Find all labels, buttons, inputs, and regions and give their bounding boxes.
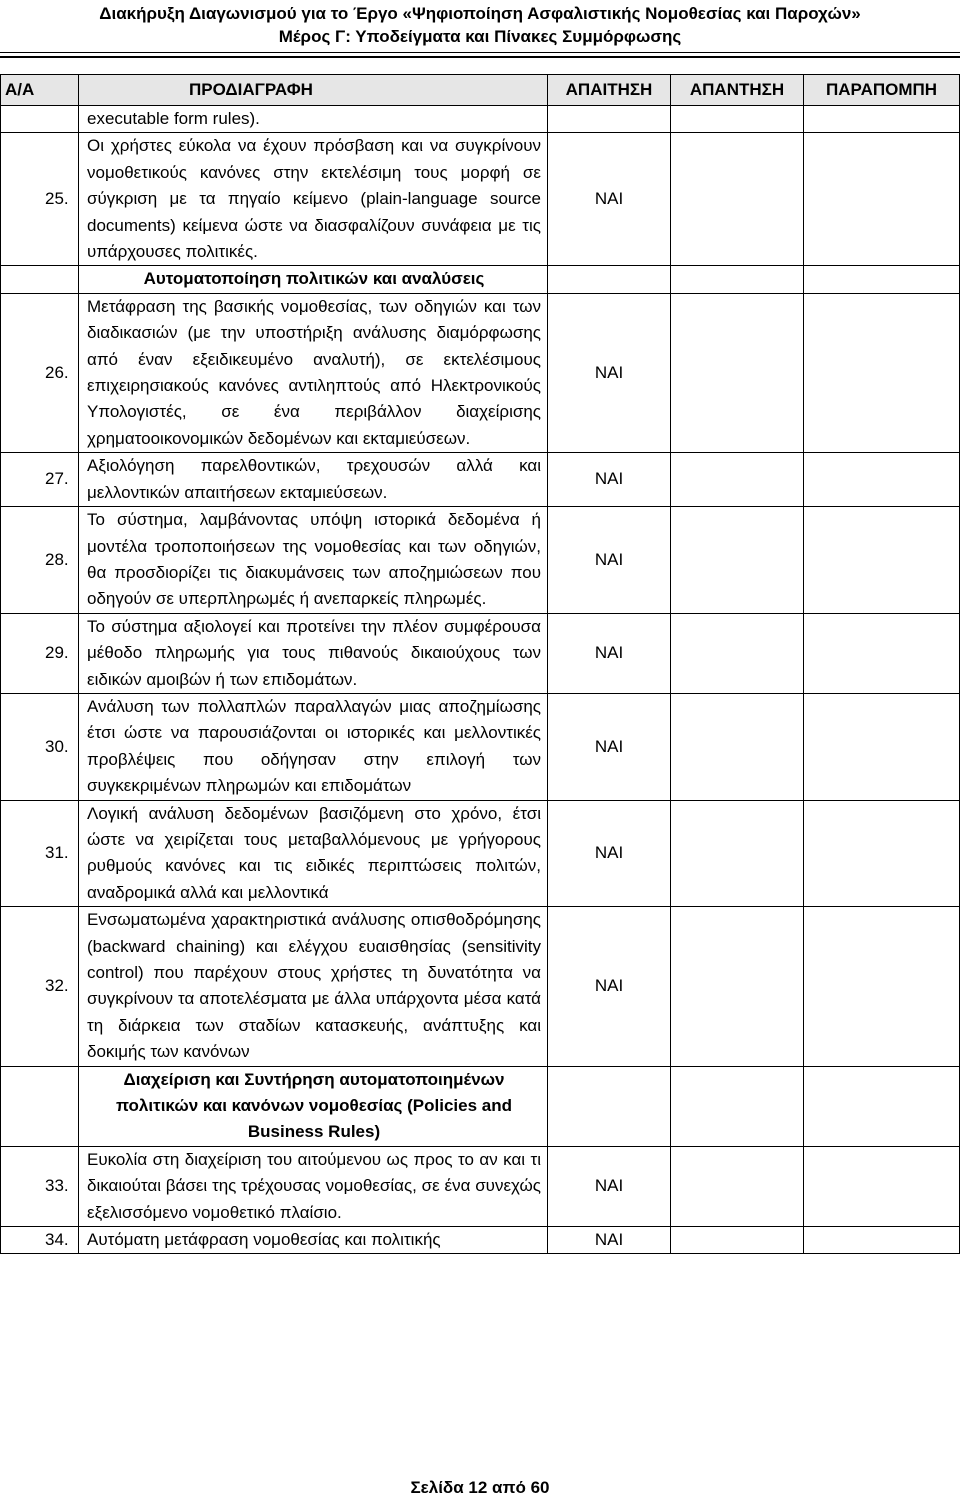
row-reference xyxy=(804,293,960,452)
section-heading-line: Διαχείριση και Συντήρηση αυτοματοποιημένων xyxy=(123,1069,505,1089)
column-header-reference: ΠΑΡΑΠΟΜΠΗ xyxy=(804,75,960,106)
row-number xyxy=(1,106,79,133)
row-specification: Αυτόματη μετάφραση νομοθεσίας και πολιτικής xyxy=(79,1227,548,1254)
row-reference xyxy=(804,1146,960,1226)
table-row xyxy=(1,1146,960,1226)
row-number: 25. xyxy=(1,133,79,266)
row-reference xyxy=(804,453,960,507)
row-number xyxy=(1,266,79,293)
section-heading-line: πολιτικών και κανόνων νομοθεσίας (Policies and xyxy=(116,1096,512,1116)
row-answer xyxy=(671,293,804,452)
row-answer xyxy=(671,507,804,614)
row-reference xyxy=(804,613,960,693)
table-section-row xyxy=(1,1066,960,1146)
row-requirement: ΝΑΙ xyxy=(548,293,671,452)
row-number: 26. xyxy=(1,293,79,452)
row-number xyxy=(1,1066,79,1146)
table-row xyxy=(1,1227,960,1254)
table-row xyxy=(1,507,960,614)
row-reference xyxy=(804,507,960,614)
row-reference xyxy=(804,1227,960,1254)
row-answer xyxy=(671,1146,804,1226)
row-requirement: ΝΑΙ xyxy=(548,1146,671,1226)
table-row xyxy=(1,133,960,266)
row-requirement xyxy=(548,266,671,293)
row-requirement: ΝΑΙ xyxy=(548,453,671,507)
row-number: 33. xyxy=(1,1146,79,1226)
row-answer xyxy=(671,106,804,133)
row-answer xyxy=(671,693,804,800)
column-header-requirement: ΑΠΑΙΤΗΣΗ xyxy=(548,75,671,106)
table-header-row xyxy=(1,75,960,106)
table-row xyxy=(1,613,960,693)
section-heading-rules-management xyxy=(79,1066,548,1146)
table-row xyxy=(1,907,960,1066)
row-answer xyxy=(671,133,804,266)
row-requirement: ΝΑΙ xyxy=(548,693,671,800)
row-specification: Μετάφραση της βασικής νομοθεσίας, των οδηγιών και των διαδικασιών (με την υποστήριξη ανάλυσης διαμόρφωσης από έναν εξειδικευμένο αναλυτή), σε εκτελέσιμους επιχειρησιακούς κανόνες αντιληπτούς από Ηλεκτρονικούς Υπολογιστές, σε ένα περιβάλλον διαχείρισης χρηματοοικονομικών δεδομένων και εκταμιεύσεων. xyxy=(79,293,548,452)
row-reference xyxy=(804,1066,960,1146)
section-heading-line: Business Rules) xyxy=(247,1122,381,1142)
header-divider-thick xyxy=(0,56,960,58)
section-heading-policy-automation: Αυτοματοποίηση πολιτικών και αναλύσεις xyxy=(79,266,548,293)
row-specification: executable form rules). xyxy=(79,106,548,133)
row-number: 28. xyxy=(1,507,79,614)
row-requirement: ΝΑΙ xyxy=(548,800,671,907)
row-answer xyxy=(671,453,804,507)
row-requirement: ΝΑΙ xyxy=(548,907,671,1066)
row-requirement: ΝΑΙ xyxy=(548,613,671,693)
row-requirement: ΝΑΙ xyxy=(548,507,671,614)
row-specification: Ευκολία στη διαχείριση του αιτούμενου ως προς το αν και τι δικαιούται βάσει της τρέχουσας νομοθεσίας, σε ένα συνεχώς εξελισσόμενο νομοθετικό πλαίσιο. xyxy=(79,1146,548,1226)
row-number: 29. xyxy=(1,613,79,693)
column-header-specification: ΠΡΟΔΙΑΓΡΑΦΗ xyxy=(79,75,548,106)
row-number: 32. xyxy=(1,907,79,1066)
row-reference xyxy=(804,133,960,266)
document-title: Διακήρυξη Διαγωνισμού για το Έργο «Ψηφιοποίηση Ασφαλιστικής Νομοθεσίας και Παροχών» xyxy=(99,4,861,23)
row-specification: Ανάλυση των πολλαπλών παραλλαγών μιας αποζημίωσης έτσι ώστε να παρουσιάζονται οι ιστορικές και μελλοντικές προβλέψεις που οδήγησαν στην επιλογή των συγκεκριμένων πληρωμών και επιδομάτων xyxy=(79,693,548,800)
table-row xyxy=(1,453,960,507)
table-row xyxy=(1,800,960,907)
row-specification: Αξιολόγηση παρελθοντικών, τρεχουσών αλλά και μελλοντικών απαιτήσεων εκταμιεύσεων. xyxy=(79,453,548,507)
row-requirement xyxy=(548,106,671,133)
column-header-aa: Α/Α xyxy=(1,75,79,106)
row-reference xyxy=(804,907,960,1066)
row-number: 34. xyxy=(1,1227,79,1254)
row-number: 31. xyxy=(1,800,79,907)
row-reference xyxy=(804,800,960,907)
column-header-answer: ΑΠΑΝΤΗΣΗ xyxy=(671,75,804,106)
row-number: 27. xyxy=(1,453,79,507)
table-row xyxy=(1,106,960,133)
row-specification: Λογική ανάλυση δεδομένων βασιζόμενη στο χρόνο, έτσι ώστε να χειρίζεται τους μεταβαλλόμενους με γρήγορους ρυθμούς κανόνες και τις ειδικές περιπτώσεις πολιτών, αναδρομικά αλλά και μελλοντικά xyxy=(79,800,548,907)
row-reference xyxy=(804,266,960,293)
row-requirement xyxy=(548,1066,671,1146)
table-row xyxy=(1,693,960,800)
compliance-table xyxy=(0,74,960,1254)
row-answer xyxy=(671,266,804,293)
row-answer xyxy=(671,613,804,693)
row-specification: Οι χρήστες εύκολα να έχουν πρόσβαση και να συγκρίνουν νομοθετικούς κανόνες στην εκτελέσιμη τους μορφή σε σύγκριση με τα πηγαίο κείμενο (plain-language source documents) κείμενα ώστε να διασφαλίζουν συνάφεια με τις υπάρχουσες πολιτικές. xyxy=(79,133,548,266)
row-reference xyxy=(804,106,960,133)
row-answer xyxy=(671,1066,804,1146)
page-number: Σελίδα 12 από 60 xyxy=(410,1478,550,1497)
table-section-row xyxy=(1,266,960,293)
header-divider xyxy=(0,52,960,53)
row-answer xyxy=(671,1227,804,1254)
row-number: 30. xyxy=(1,693,79,800)
row-specification: Ενσωματωμένα χαρακτηριστικά ανάλυσης οπισθοδρόμησης (backward chaining) και ελέγχου ευαισθησίας (sensitivity control) που παρέχουν στους χρήστες τη δυνατότητα να συγκρίνουν τα αποτελέσματα με άλλα υπάρχοντα μέσα κατά τη διάρκεια των σταδίων κατασκευής, ανάπτυξης και δοκιμής των κανόνων xyxy=(79,907,548,1066)
table-row xyxy=(1,293,960,452)
row-answer xyxy=(671,800,804,907)
row-answer xyxy=(671,907,804,1066)
document-subtitle: Μέρος Γ: Υποδείγματα και Πίνακες Συμμόρφωσης xyxy=(278,27,682,46)
row-specification: Το σύστημα, λαμβάνοντας υπόψη ιστορικά δεδομένα ή μοντέλα τροποποιήσεων της νομοθεσίας και των οδηγιών, θα προσδιορίζει τις διακυμάνσεις των αποζημιώσεων που οδηγούν σε υπερπληρωμές ή ανεπαρκείς πληρωμές. xyxy=(79,507,548,614)
row-specification: Το σύστημα αξιολογεί και προτείνει την πλέον συμφέρουσα μέθοδο πληρωμής για τους πιθανούς δικαιούχους των ειδικών αμοιβών ή των επιδομάτων. xyxy=(79,613,548,693)
row-reference xyxy=(804,693,960,800)
row-requirement: ΝΑΙ xyxy=(548,1227,671,1254)
row-requirement: ΝΑΙ xyxy=(548,133,671,266)
